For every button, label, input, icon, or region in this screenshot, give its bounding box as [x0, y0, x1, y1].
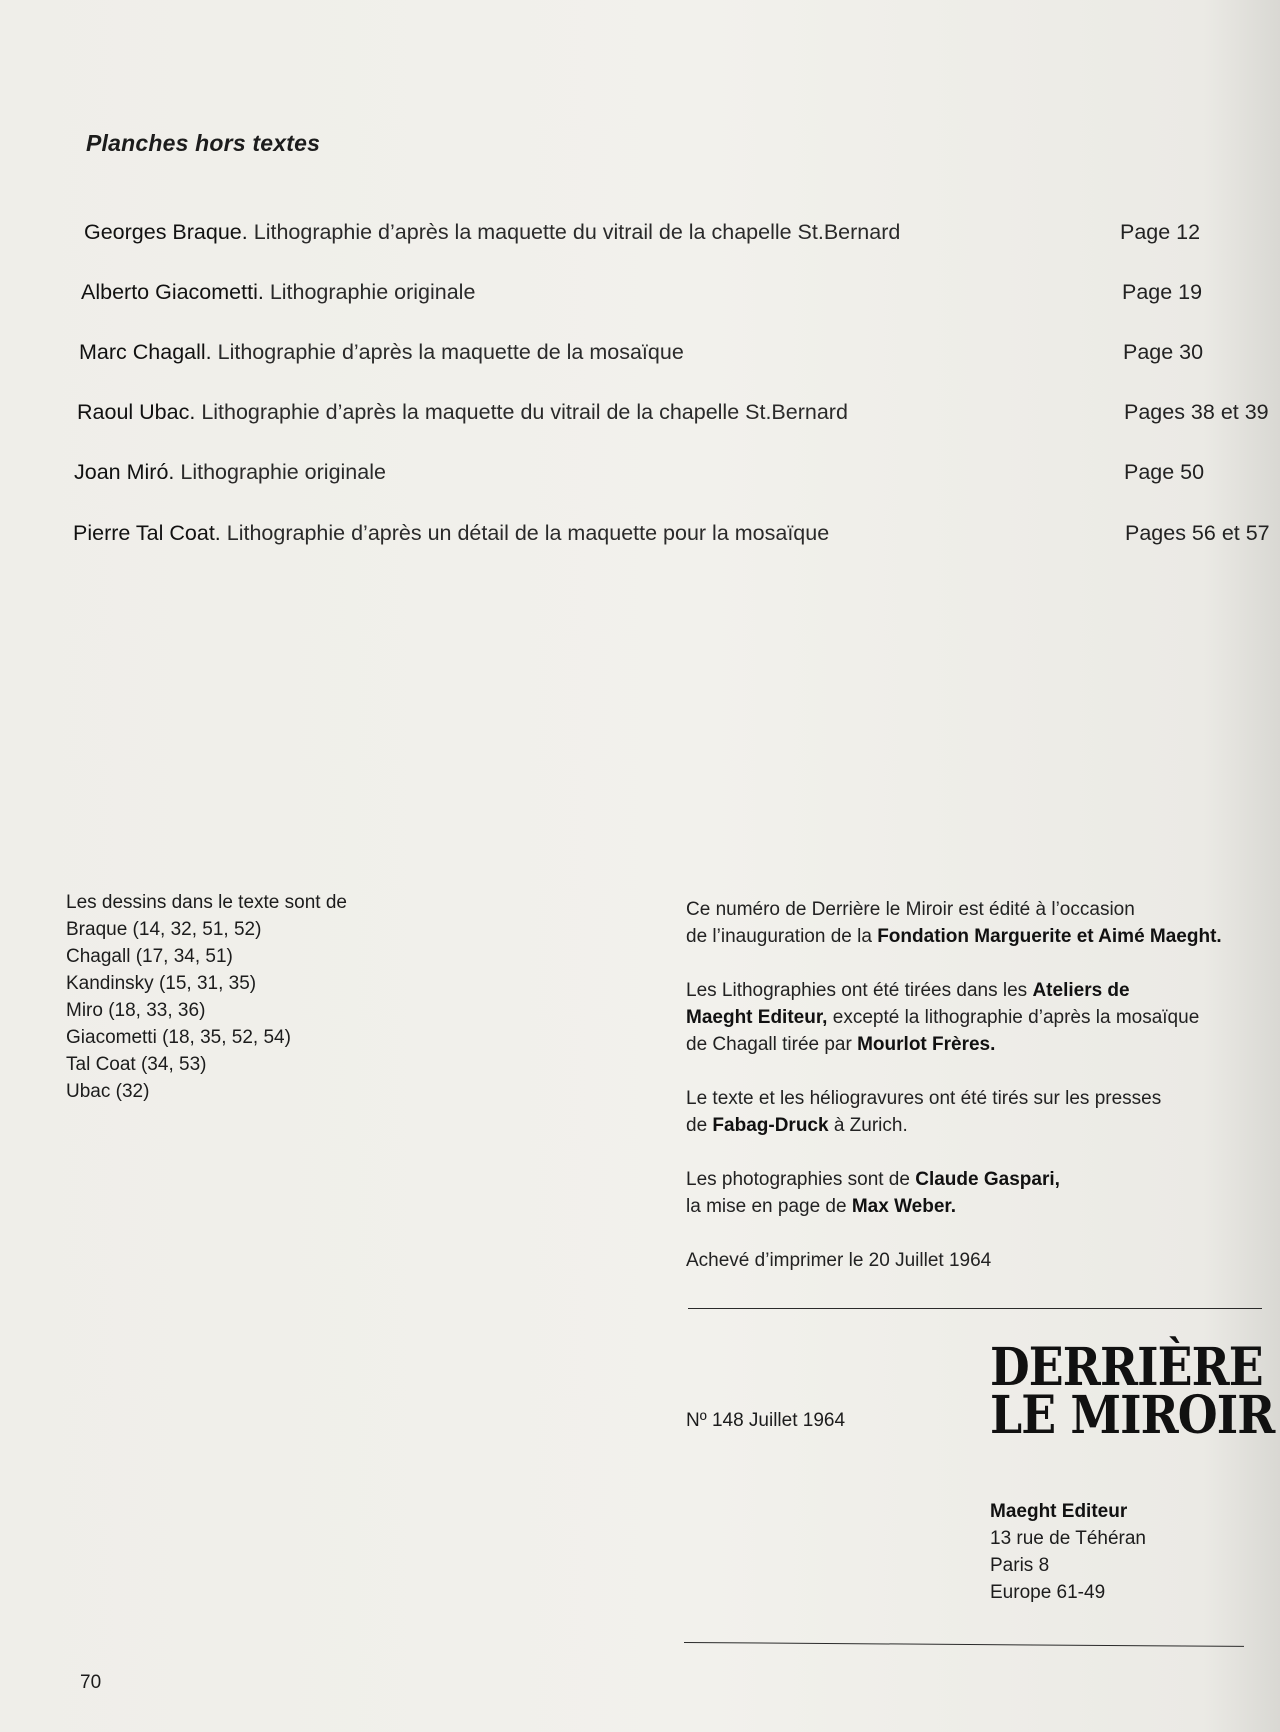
ateliers-name: Ateliers de	[1032, 980, 1130, 1001]
plate-description: Lithographie originale	[269, 280, 476, 304]
plate-artist: Georges Braque.	[84, 220, 248, 244]
plate-line	[79, 340, 684, 365]
colophon-text: excepté la lithographie d’après la mosaïque	[827, 1007, 1200, 1028]
plate-entry	[0, 220, 1280, 254]
print-date: Achevé d’imprimer le 20 Juillet 1964	[686, 1250, 992, 1271]
plate-artist: Joan Miró.	[74, 460, 175, 484]
colophon-line	[686, 1004, 1222, 1031]
plate-line	[81, 280, 475, 305]
drawings-item: Braque (14, 32, 51, 52)	[66, 919, 262, 940]
plate-artist: Alberto Giacometti.	[81, 280, 264, 304]
plate-page: Pages 38 et 39	[1124, 400, 1269, 424]
drawings-item: Giacometti (18, 35, 52, 54)	[66, 1027, 291, 1048]
plate-entry	[0, 521, 1280, 555]
plate-description: Lithographie d’après la maquette du vitrail de la chapelle St.Bernard	[253, 220, 901, 244]
plate-line	[84, 220, 900, 245]
divider-bottom	[684, 1642, 1244, 1647]
publisher-phone: Europe 61-49	[990, 1582, 1106, 1603]
logo-line: DERRIÈRE	[990, 1337, 1263, 1398]
plate-entry	[0, 340, 1280, 374]
photographer-name: Claude Gaspari,	[915, 1169, 1060, 1190]
colophon-text: de Chagall tirée par	[686, 1034, 858, 1055]
plate-description: Lithographie d’après la maquette du vitrail de la chapelle St.Bernard	[201, 400, 848, 424]
colophon-paragraph	[686, 896, 1222, 950]
issue-number: Nº 148 Juillet 1964	[686, 1410, 846, 1431]
publisher-city: Paris 8	[990, 1555, 1050, 1576]
plate-artist: Marc Chagall.	[79, 340, 212, 364]
publisher-street: 13 rue de Téhéran	[990, 1528, 1146, 1549]
foundation-name: Fondation Marguerite et Aimé Maeght.	[877, 926, 1222, 947]
plate-page: Pages 56 et 57	[1125, 521, 1270, 545]
plate-page: Page 19	[1122, 280, 1203, 304]
colophon-text: de	[686, 1115, 713, 1136]
drawings-item: Ubac (32)	[66, 1081, 150, 1102]
colophon-line	[686, 1166, 1222, 1193]
publisher-name: Maeght Editeur	[990, 1501, 1128, 1522]
plates-heading: Planches hors textes	[86, 130, 321, 156]
colophon-line: Le texte et les héliogravures ont été tirés sur les presses	[686, 1088, 1162, 1109]
colophon-line	[686, 923, 1222, 950]
drawings-intro: Les dessins dans le texte sont de	[66, 892, 347, 913]
plate-description: Lithographie d’après la maquette de la mosaïque	[217, 340, 684, 364]
publisher-address	[990, 1498, 1146, 1606]
plate-page: Page 50	[1124, 460, 1205, 484]
logo-line: LE MIROIR	[990, 1385, 1275, 1446]
colophon-paragraph	[686, 977, 1222, 1058]
colophon-line	[686, 1031, 1222, 1058]
colophon-paragraph	[686, 1166, 1222, 1220]
colophon-paragraph	[686, 1085, 1222, 1139]
printer-name: Mourlot Frères.	[857, 1034, 996, 1055]
colophon-text: Les Lithographies ont été tirées dans les	[686, 980, 1033, 1001]
publisher-name-inline: Maeght Editeur,	[686, 1007, 828, 1028]
colophon-line: Ce numéro de Derrière le Miroir est édité à l’occasion	[686, 899, 1135, 920]
plate-description: Lithographie originale	[180, 460, 386, 484]
plate-entry	[0, 460, 1280, 494]
plate-artist: Raoul Ubac.	[77, 400, 196, 424]
plate-artist: Pierre Tal Coat.	[73, 521, 221, 545]
colophon-text: la mise en page de	[686, 1196, 852, 1217]
plate-description: Lithographie d’après un détail de la maquette pour la mosaïque	[226, 521, 830, 545]
plate-entry	[0, 400, 1280, 434]
colophon-line	[686, 977, 1222, 1004]
drawings-item: Miro (18, 33, 36)	[66, 1000, 206, 1021]
colophon-paragraph	[686, 1247, 1222, 1274]
drawings-item: Kandinsky (15, 31, 35)	[66, 973, 257, 994]
plate-entry	[0, 280, 1280, 314]
divider-top	[688, 1308, 1262, 1309]
plate-page: Page 30	[1123, 340, 1204, 364]
colophon-text: Les photographies sont de	[686, 1169, 916, 1190]
colophon	[686, 896, 1222, 1301]
colophon-line	[686, 1112, 1222, 1139]
plate-page: Page 12	[1120, 220, 1201, 244]
colophon-text: à Zurich.	[828, 1115, 908, 1136]
plate-line	[73, 521, 829, 546]
plate-line	[77, 400, 848, 425]
derriere-le-miroir-logo	[990, 1337, 1275, 1446]
page-number: 70	[80, 1672, 102, 1693]
colophon-text: de l’inauguration de la	[686, 926, 878, 947]
drawings-item: Chagall (17, 34, 51)	[66, 946, 233, 967]
press-name: Fabag-Druck	[712, 1115, 829, 1136]
colophon-line	[686, 1193, 1222, 1220]
layout-designer-name: Max Weber.	[851, 1196, 957, 1217]
drawings-item: Tal Coat (34, 53)	[66, 1054, 207, 1075]
drawings-list	[66, 889, 347, 1105]
plate-line	[74, 460, 386, 485]
